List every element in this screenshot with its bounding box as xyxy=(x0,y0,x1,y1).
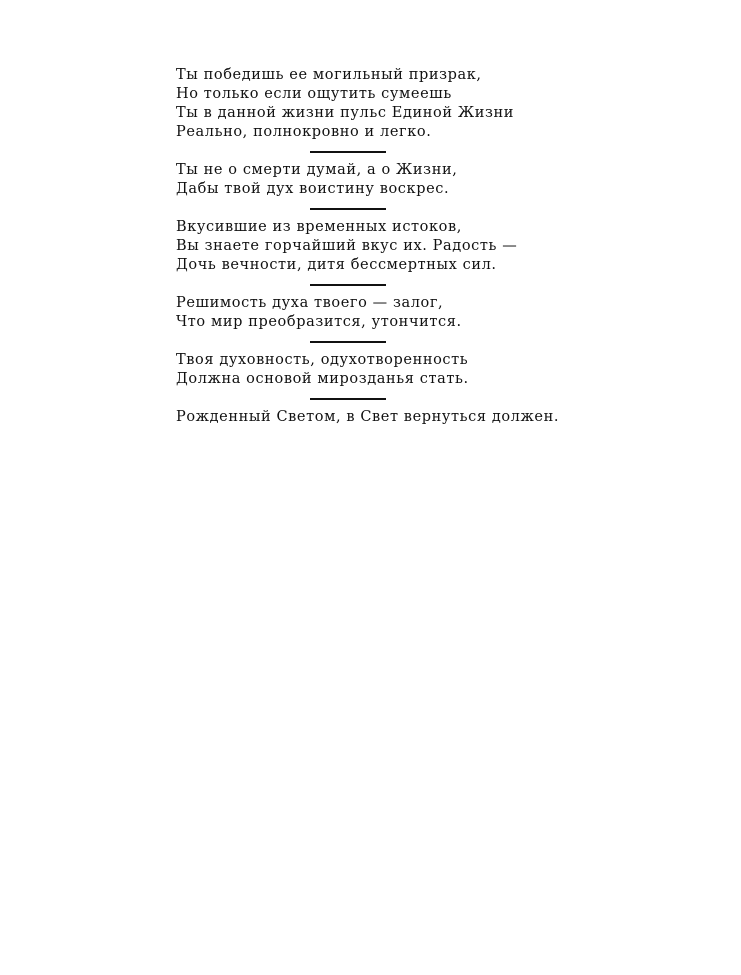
poem-line: Ты не о смерти думай, а о Жизни, xyxy=(176,162,458,178)
poem-line: Вы знаете горчайший вкус их. Радость — xyxy=(176,238,518,254)
stanza-1 xyxy=(176,66,596,142)
stanza-2 xyxy=(176,161,596,199)
poem-line: Вкусившие из временных истоков, xyxy=(176,219,462,235)
stanza-5 xyxy=(176,351,596,389)
poem-page xyxy=(176,66,596,427)
poem-line: Ты в данной жизни пульс Единой Жизни xyxy=(176,105,515,121)
stanza-3 xyxy=(176,218,596,275)
stanza-divider xyxy=(310,284,386,286)
poem-line: Но только если ощутить сумеешь xyxy=(176,86,452,102)
poem-line: Твоя духовность, одухотворенность xyxy=(176,352,469,368)
stanza-6 xyxy=(176,408,596,427)
poem-line: Что мир преобразится, утончится. xyxy=(176,314,462,330)
stanza-divider xyxy=(310,341,386,343)
stanza-divider xyxy=(310,398,386,400)
poem-line: Должна основой мирозданья стать. xyxy=(176,371,469,387)
poem-line: Реально, полнокровно и легко. xyxy=(176,124,432,140)
stanza-4 xyxy=(176,294,596,332)
poem-line: Ты победишь ее могильный призрак, xyxy=(176,67,482,83)
poem-line: Дабы твой дух воистину воскрес. xyxy=(176,181,450,197)
stanza-divider xyxy=(310,151,386,153)
poem-line: Дочь вечности, дитя бессмертных сил. xyxy=(176,257,497,273)
poem-line: Решимость духа твоего — залог, xyxy=(176,295,444,311)
stanza-divider xyxy=(310,208,386,210)
poem-line: Рожденный Светом, в Свет вернуться должен. xyxy=(176,409,560,425)
